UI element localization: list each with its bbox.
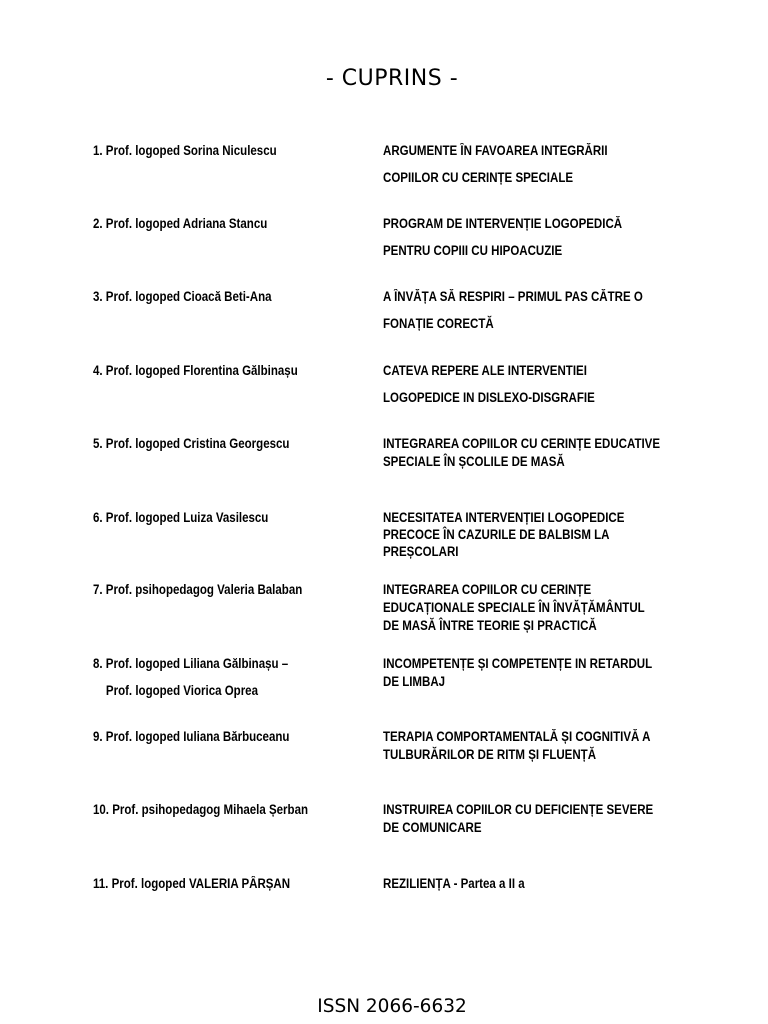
title-line: DE MASĂ ÎNTRE TEORIE ȘI PRACTICĂ xyxy=(383,618,597,633)
title-line: PRECOCE ÎN CAZURILE DE BALBISM LA xyxy=(383,527,610,542)
title-line: REZILIENȚA - Partea a II a xyxy=(383,876,525,891)
author-line: 3. Prof. logoped Cioacă Beti-Ana xyxy=(93,289,272,304)
page-title: - CUPRINS - xyxy=(325,66,459,91)
title-line: INTEGRAREA COPIILOR CU CERINȚE xyxy=(383,582,592,597)
author-line: 9. Prof. logoped Iuliana Bărbuceanu xyxy=(93,729,290,744)
author-line: 6. Prof. logoped Luiza Vasilescu xyxy=(93,510,269,525)
title-line: CATEVA REPERE ALE INTERVENTIEI xyxy=(383,363,587,378)
title-line: DE COMUNICARE xyxy=(383,820,482,835)
title-line: INSTRUIREA COPIILOR CU DEFICIENȚE SEVERE xyxy=(383,802,654,817)
title-line: TERAPIA COMPORTAMENTALĂ ȘI COGNITIVĂ A xyxy=(383,729,651,744)
title-line: INTEGRAREA COPIILOR CU CERINȚE EDUCATIVE xyxy=(383,436,661,451)
author-line: 4. Prof. logoped Florentina Gălbinașu xyxy=(93,363,298,378)
title-line: DE LIMBAJ xyxy=(383,674,446,689)
author-line: 7. Prof. psihopedagog Valeria Balaban xyxy=(93,582,303,597)
title-line: PROGRAM DE INTERVENȚIE LOGOPEDICĂ xyxy=(383,216,623,231)
title-line: TULBURĂRILOR DE RITM ȘI FLUENȚĂ xyxy=(383,747,597,762)
title-line: NECESITATEA INTERVENȚIEI LOGOPEDICE xyxy=(383,510,625,525)
title-line: EDUCAȚIONALE SPECIALE ÎN ÎNVĂȚĂMÂNTUL xyxy=(383,600,645,615)
title-line: INCOMPETENȚE ȘI COMPETENȚE IN RETARDUL xyxy=(383,656,653,671)
issn-label: ISSN 2066-6632 xyxy=(317,996,467,1017)
title-line: PREȘCOLARI xyxy=(383,544,459,559)
author-line: Prof. logoped Viorica Oprea xyxy=(105,683,258,698)
title-line: FONAȚIE CORECTĂ xyxy=(383,316,494,331)
title-line: LOGOPEDICE IN DISLEXO-DISGRAFIE xyxy=(383,390,595,405)
title-line: PENTRU COPIII CU HIPOACUZIE xyxy=(383,243,563,258)
author-line: 1. Prof. logoped Sorina Niculescu xyxy=(93,143,277,158)
title-line: A ÎNVĂȚA SĂ RESPIRI – PRIMUL PAS CĂTRE O xyxy=(383,289,643,304)
title-line: SPECIALE ÎN ȘCOLILE DE MASĂ xyxy=(383,454,565,469)
author-line: 8. Prof. logoped Liliana Gălbinașu – xyxy=(93,656,289,671)
author-line: 10. Prof. psihopedagog Mihaela Șerban xyxy=(93,802,309,817)
author-line: 2. Prof. logoped Adriana Stancu xyxy=(93,216,268,231)
title-line: COPIILOR CU CERINȚE SPECIALE xyxy=(383,170,574,185)
title-line: ARGUMENTE ÎN FAVOAREA INTEGRĂRII xyxy=(383,143,608,158)
author-line: 5. Prof. logoped Cristina Georgescu xyxy=(93,436,290,451)
author-line: 11. Prof. logoped VALERIA PÂRȘAN xyxy=(93,876,291,891)
